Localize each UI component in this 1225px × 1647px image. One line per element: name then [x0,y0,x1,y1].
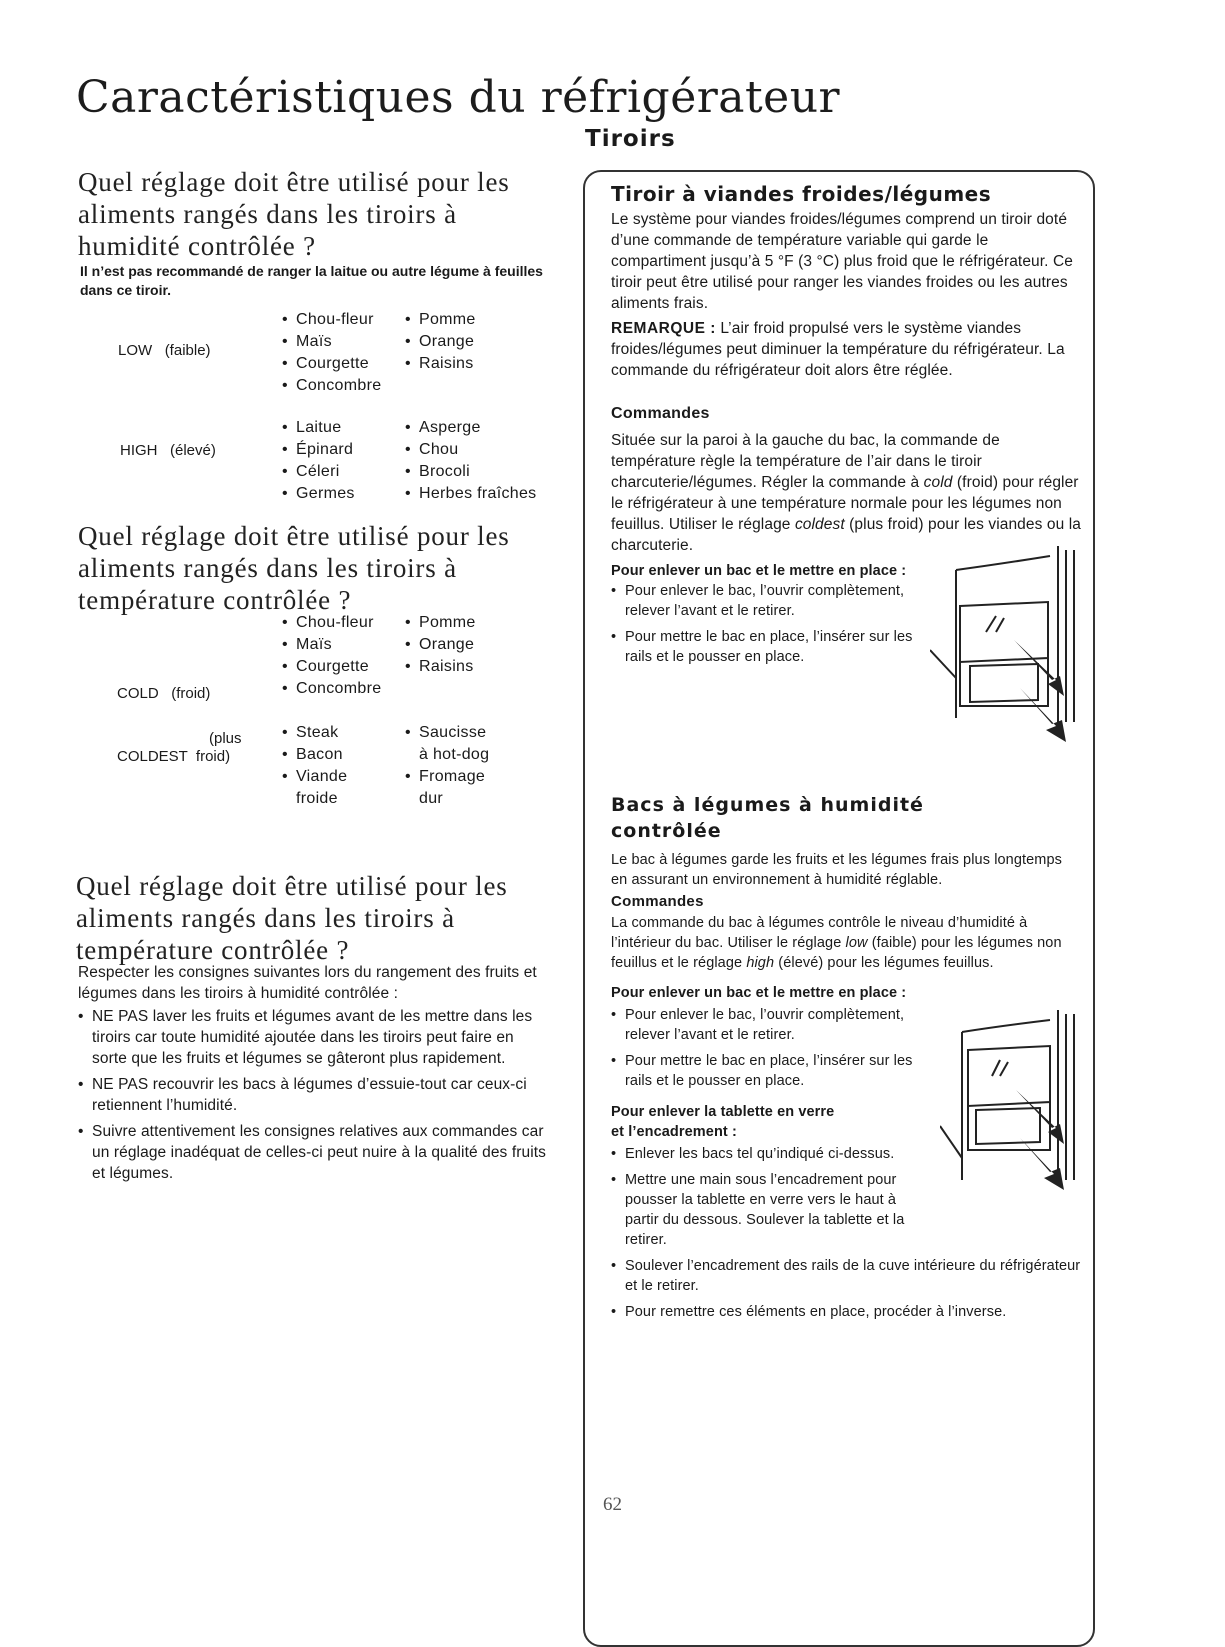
crisper-controls-text [611,913,1081,973]
high-label-fr: (élevé) [170,442,216,459]
controls-text-part: (faible) pour les légumes non feuillus et le réglage [611,935,1062,971]
list-item: • Herbes fraîches [405,483,536,505]
temperature-heading: Quel réglage doit être utilisé pour les aliments rangés dans les tiroirs à température contrôlée ? [78,521,510,615]
guidelines-heading: Quel réglage doit être utilisé pour les aliments rangés dans les tiroirs à température contrôlée ? [76,871,508,965]
list-item: • Suivre attentivement les consignes relatives aux commandes car un réglage inadéquat de celles-ci peut nuire à la qualité des fruits et légumes. [78,1121,546,1184]
list-item: • Concombre [282,375,381,397]
list-item: • Épinard [282,439,355,461]
list-item-continuation: à hot-dog [419,746,490,763]
crisper-title-line: contrôlée [611,820,722,842]
crisper-title-line: Bacs à légumes à humidité [611,794,924,816]
page-number: 62 [603,1494,622,1515]
cold-setting-term: cold [923,474,953,491]
shelf-title-line: Pour enlever la tablette en verre [611,1104,835,1120]
shelf-remove-title [611,1102,941,1142]
list-item: • Soulever l’encadrement des rails de la cuve intérieure du réfrigérateur et le retirer. [611,1256,1081,1296]
coldest-list-col1 [282,722,347,810]
humidity-heading: Quel réglage doit être utilisé pour les aliments rangés dans les tiroirs à humidité contrôlée ? [78,167,510,261]
list-item: • Orange [405,634,476,656]
low-setting-term: low [845,935,868,951]
list-item: • Raisins [405,353,476,375]
crisper-title [611,792,924,844]
meat-drawer-note [611,318,1081,381]
controls-text-part: La commande du bac à légumes contrôle le niveau d’humidité à l’intérieur du bac. Utiliser le réglage [611,915,1028,951]
cold-label-fr: (froid) [171,685,211,702]
meat-drawer-title: Tiroir à viandes froides/légumes [611,182,992,206]
list-item: • Pomme [405,309,476,331]
list-item: • Asperge [405,417,536,439]
list-item: • Germes [282,483,355,505]
list-item: • Saucisse [405,722,489,744]
list-item: • NE PAS recouvrir les bacs à légumes d’essuie-tout car ceux-ci retiennent l’humidité. [78,1074,546,1116]
low-label-fr: (faible) [164,342,211,359]
crisper-controls-title: Commandes [611,893,704,910]
crisper-drawer-illustration [940,1010,1080,1200]
list-item: • Brocoli [405,461,536,483]
list-item: • Courgette [282,656,381,678]
list-item: • Chou-fleur [282,612,381,634]
high-setting-label [120,440,216,462]
list-item: • Pour mettre le bac en place, l’insérer sur les rails et le pousser en place. [611,1051,941,1091]
coldest-label-fr-1: (plus [209,730,242,747]
list-item: • Laitue [282,417,355,439]
cold-label: COLD [117,685,159,702]
list-item: • Orange [405,331,476,353]
guidelines-intro: Respecter les consignes suivantes lors du rangement des fruits et légumes dans les tiroirs à humidité contrôlée : [78,964,537,1002]
list-item: • Céleri [282,461,355,483]
list-item: • Maïs [282,634,381,656]
controls-text-part: (plus froid) pour les viandes ou la charcuterie. [611,516,1081,554]
low-setting-label [118,340,211,362]
meat-drawer-intro: Le système pour viandes froides/légumes comprend un tiroir doté d’une commande de température variable qui garde le compartiment jusqu’à 5 °F (3 °C) plus froid que le réfrigérateur. Ce tiroir peut être utilisé pour ranger les viandes froides ou les autres aliments frais. [611,211,1074,312]
list-item: • Steak [282,722,347,744]
section-title: Tiroirs [585,126,676,152]
coldest-label-fr-2: froid) [195,748,231,765]
list-item: • Viande [282,766,347,788]
note-label: REMARQUE : [611,320,716,337]
coldest-list-col2 [405,722,489,810]
list-item: • Maïs [282,331,381,353]
list-item: • Pomme [405,612,476,634]
shelf-remove-list-a [611,1144,931,1250]
meat-controls-title: Commandes [611,405,710,422]
list-item: • Chou-fleur [282,309,381,331]
cold-list-col1 [282,612,381,700]
coldest-setting-term: coldest [794,516,845,533]
high-label: HIGH [120,442,158,459]
list-item: • Pour enlever le bac, l’ouvrir complètement, relever l’avant et le retirer. [611,581,941,621]
list-item-continuation: froide [296,790,338,807]
list-item: • NE PAS laver les fruits et légumes avant de les mettre dans les tiroirs car toute humidité ajoutée dans les tiroirs peut faire en sorte que les fruits et légumes se gâteront plus rapidement. [78,1006,546,1069]
low-list-col2 [405,309,476,375]
list-item: • Raisins [405,656,476,678]
controls-text-part: (froid) pour régler le réfrigérateur à une température normale pour les légumes non feuillus. Utiliser le réglage [611,474,1079,533]
coldest-setting-label [117,746,230,768]
guidelines-list [78,1006,546,1184]
crisper-intro: Le bac à légumes garde les fruits et les légumes frais plus longtemps en assurant un environnement à humidité réglable. [611,852,1062,888]
controls-text-part: Située sur la paroi à la gauche du bac, la commande de température règle la température de l’air dans le tiroir charcuterie/légumes. Régler la commande à [611,432,1000,491]
high-setting-term: high [746,955,775,971]
list-item: • Chou [405,439,536,461]
meat-controls-text [611,430,1085,556]
humidity-warning: Il n’est pas recommandé de ranger la laitue ou autre légume à feuilles dans ce tiroir. [80,263,543,298]
crisper-remove-title: Pour enlever un bac et le mettre en place : [611,985,907,1001]
meat-remove-title: Pour enlever un bac et le mettre en place : [611,563,907,579]
cold-list-col2 [405,612,476,678]
meat-drawer-illustration [930,546,1080,742]
low-list-col1 [282,309,381,397]
list-item-continuation: dur [419,790,444,807]
list-item: • Concombre [282,678,381,700]
high-list-col2 [405,417,536,505]
list-item: • Fromage [405,766,489,788]
list-item: • Pour mettre le bac en place, l’insérer sur les rails et le pousser en place. [611,627,941,667]
shelf-remove-list-b [611,1256,1081,1322]
cold-setting-label [117,683,210,705]
shelf-title-line: et l’encadrement : [611,1124,737,1140]
list-item: • Bacon [282,744,347,766]
coldest-label: COLDEST [117,748,188,765]
list-item: • Courgette [282,353,381,375]
crisper-remove-list [611,1005,941,1091]
page-title: Caractéristiques du réfrigérateur [76,72,841,123]
controls-text-part: (élevé) pour les légumes feuillus. [778,955,994,971]
list-item: • Pour enlever le bac, l’ouvrir complètement, relever l’avant et le retirer. [611,1005,941,1045]
list-item: • Enlever les bacs tel qu’indiqué ci-dessus. [611,1144,931,1164]
low-label: LOW [118,342,153,359]
meat-remove-list [611,581,941,667]
high-list-col1 [282,417,355,505]
note-text: L’air froid propulsé vers le système viandes froides/légumes peut diminuer la température du réfrigérateur. La commande du réfrigérateur doit alors être réglée. [611,320,1065,379]
list-item: • Mettre une main sous l’encadrement pour pousser la tablette en verre vers le haut à partir du dessous. Soulever la tablette et la retirer. [611,1170,931,1250]
list-item: • Pour remettre ces éléments en place, procéder à l’inverse. [611,1302,1081,1322]
